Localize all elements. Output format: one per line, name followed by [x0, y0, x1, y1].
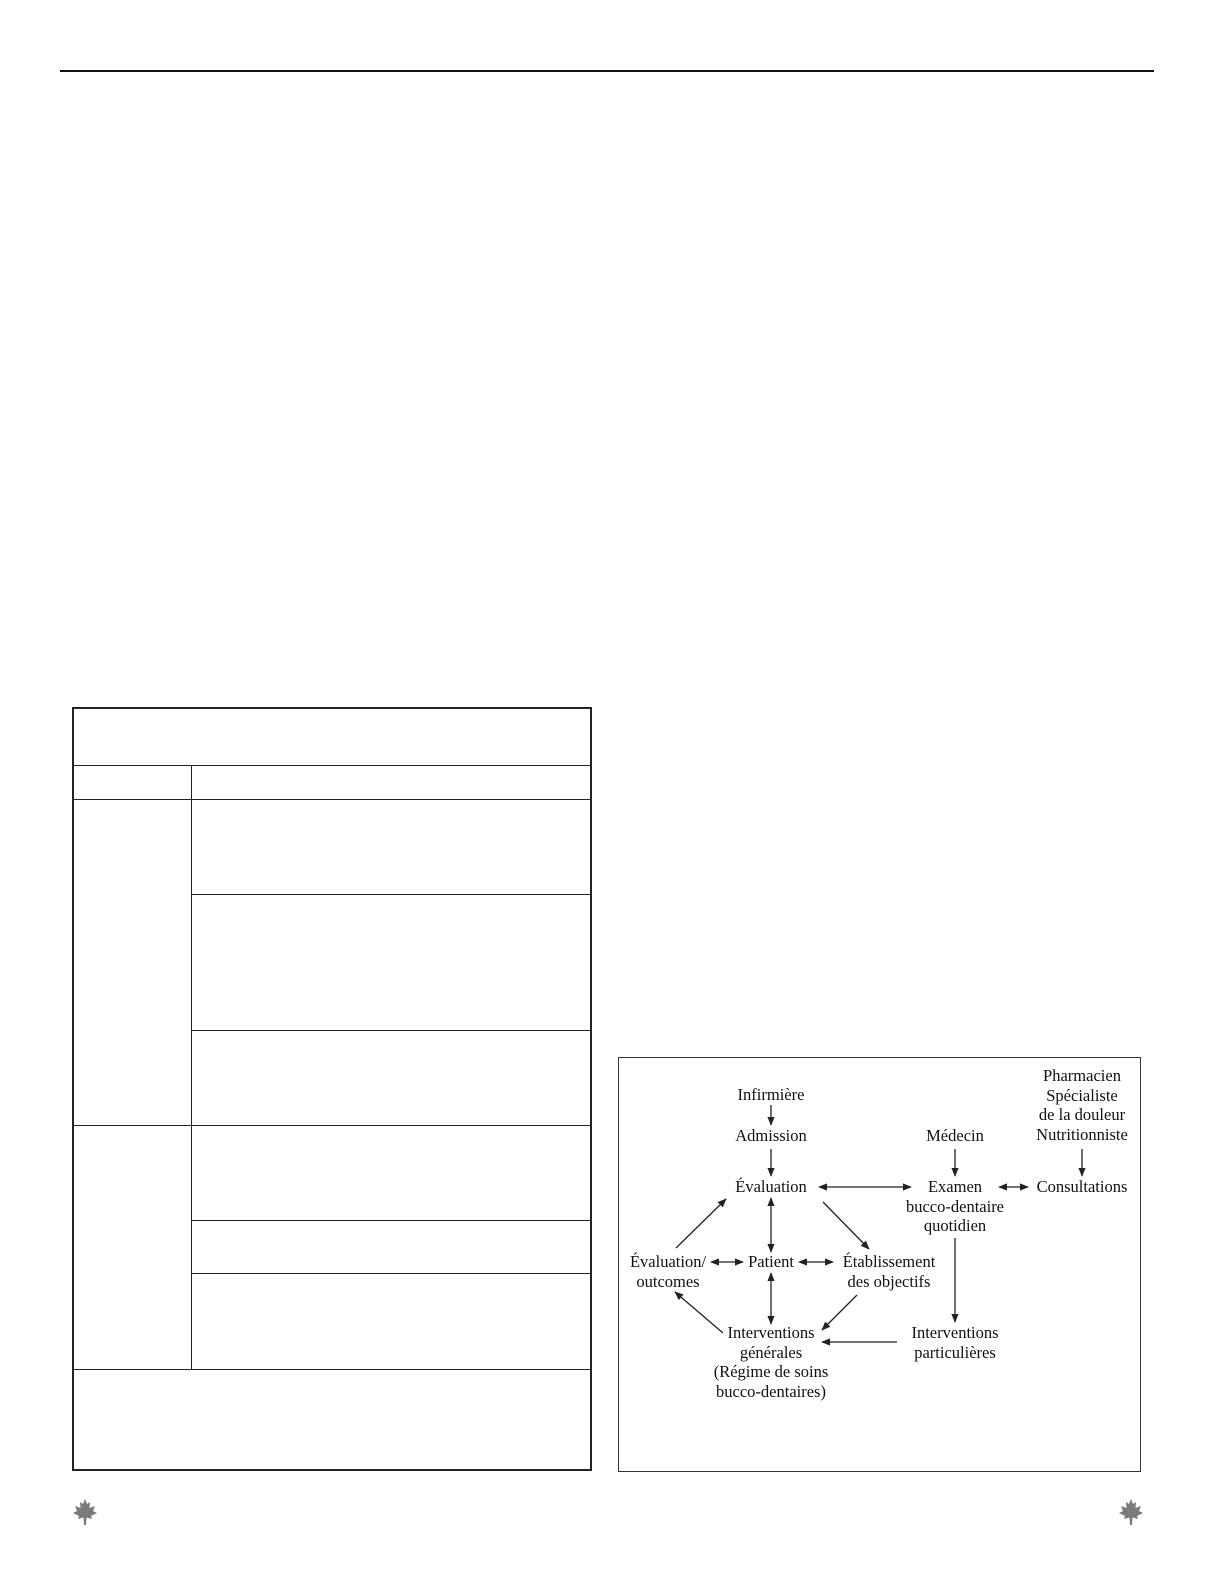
node-specialists-line: de la douleur: [1038, 1105, 1126, 1124]
node-interventions-particulieres-line: particulières: [914, 1342, 996, 1362]
table-header-divider: [74, 765, 590, 766]
node-interventions-particulieres: [911, 1323, 998, 1362]
node-patient: [748, 1252, 794, 1272]
table-column-header-divider: [74, 799, 590, 800]
node-medecin-label: Médecin: [926, 1126, 984, 1145]
node-interventions-generales-line: (Régime de soins: [713, 1362, 829, 1381]
oral-care-flow-diagram: [618, 1057, 1141, 1472]
table-row-divider: [191, 1220, 590, 1221]
node-examen-line: bucco-dentaire: [905, 1196, 1005, 1216]
node-interventions-particulieres-line: Interventions: [911, 1323, 999, 1342]
header-rule: [60, 70, 1154, 72]
node-specialists-line: Spécialiste: [1046, 1085, 1118, 1105]
node-evaluation-outcomes-line: outcomes: [636, 1271, 700, 1291]
node-evaluation-label: Évaluation: [735, 1177, 807, 1196]
table-column-divider: [191, 765, 192, 1369]
maple-leaf-icon: [1118, 1498, 1144, 1526]
node-interventions-generales: [714, 1323, 829, 1401]
node-consultations: [1037, 1177, 1128, 1197]
node-interventions-generales-line: Interventions: [727, 1323, 815, 1342]
node-evaluation-outcomes: [630, 1252, 706, 1291]
table-row-divider: [191, 1030, 590, 1031]
node-examen-line: Examen: [927, 1177, 983, 1196]
node-examen: [906, 1177, 1004, 1236]
node-infirmiere-label: Infirmière: [737, 1085, 805, 1104]
node-interventions-generales-line: bucco-dentaires): [716, 1381, 826, 1401]
table-section-divider: [74, 1125, 590, 1126]
node-patient-label: Patient: [748, 1252, 794, 1271]
node-etablissement-line: des objectifs: [847, 1271, 931, 1291]
table-row-divider: [191, 1273, 590, 1274]
node-specialists-line: Pharmacien: [1043, 1066, 1121, 1085]
maple-leaf-icon: [72, 1498, 98, 1526]
node-admission-label: Admission: [735, 1126, 807, 1145]
node-specialists: [1036, 1066, 1128, 1144]
node-etablissement: [843, 1252, 936, 1291]
node-interventions-generales-line: générales: [739, 1342, 803, 1362]
node-evaluation: [735, 1177, 806, 1197]
node-consultations-label: Consultations: [1036, 1177, 1128, 1196]
node-etablissement-line: Établissement: [842, 1252, 936, 1271]
node-infirmiere: [738, 1085, 805, 1105]
boxed-table: [72, 707, 592, 1471]
node-examen-line: quotidien: [923, 1216, 987, 1235]
arrow-evaluation-etablissement: [823, 1202, 869, 1249]
table-footer-divider: [74, 1369, 590, 1370]
node-evaluation-outcomes-line: Évaluation/: [629, 1252, 707, 1271]
node-medecin: [926, 1126, 984, 1146]
node-specialists-line: Nutritionniste: [1036, 1124, 1128, 1144]
table-row-divider: [191, 894, 590, 895]
node-admission: [735, 1126, 807, 1146]
arrow-outcomes-evaluation: [676, 1199, 726, 1248]
